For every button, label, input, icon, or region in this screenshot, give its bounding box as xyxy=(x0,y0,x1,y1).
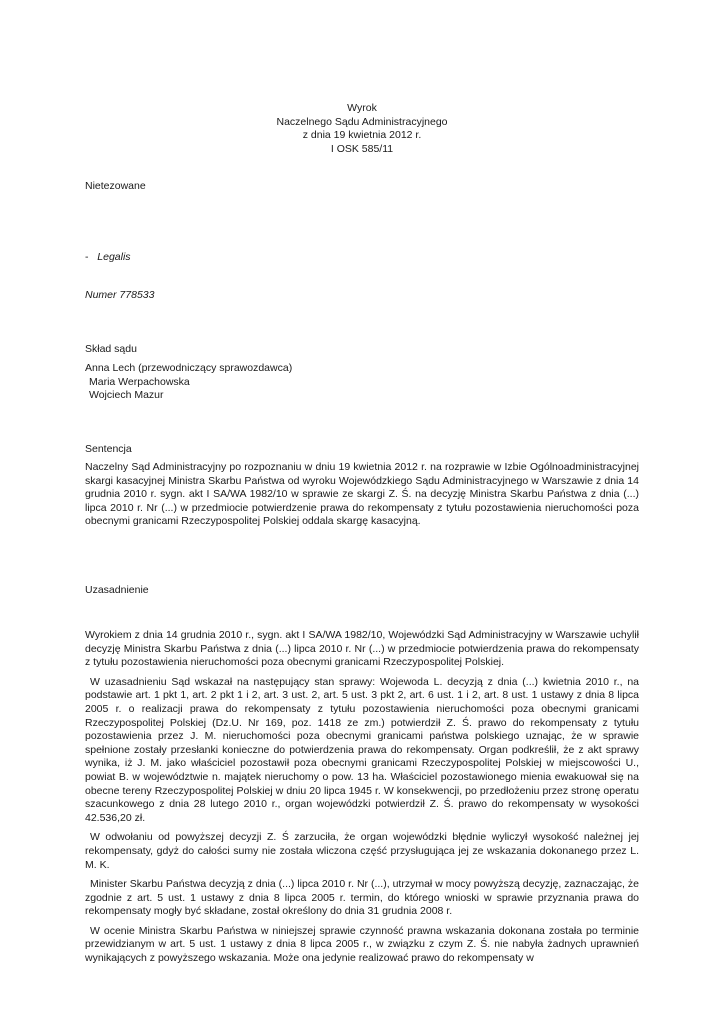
source-dash: - xyxy=(85,251,89,263)
uzasadnienie-paragraph: W odwołaniu od powyższej decyzji Z. Ś zarzuciła, że organ wojewódzki błędnie wyliczył wysokość należnej jej rekompensaty, gdyż do całości sumy nie została wliczona część przysługująca jej ze wskazania dokonanego przez L. M. K. xyxy=(85,831,639,871)
court-member: Wojciech Mazur xyxy=(89,389,164,402)
sentencja-heading: Sentencja xyxy=(85,443,132,455)
document-header xyxy=(85,102,639,156)
uzasadnienie-paragraph: W ocenie Ministra Skarbu Państwa w niniejszej sprawie czynność prawna wskazania dokonana została po terminie przewidzianym w art. 5 ust. 1 ustawy z dnia 8 lipca 2005 r., w związku z czym Z. Ś. nie nabyła żadnych uprawnień wynikających z powyższego wskazania. Może ona jedynie realizować prawo do rekompensaty w xyxy=(85,924,639,965)
document-number: Numer 778533 xyxy=(85,289,155,301)
uzasadnienie-body xyxy=(85,629,639,966)
uzasadnienie-paragraph: Minister Skarbu Państwa decyzją z dnia (...) lipca 2010 r. Nr (...), utrzymał w mocy powyższą decyzję, zaznaczając, że zgodnie z art. 5 ust. 1 ustawy z dnia 8 lipca 2005 r. termin, do którego wnioski w sprawie przyznania prawa do rekompensaty mogły być składane, został określony do dnia 31 grudnia 2008 r. xyxy=(85,878,639,918)
source-name: Legalis xyxy=(97,251,131,263)
court-heading: Skład sądu xyxy=(85,343,137,355)
header-date: z dnia 19 kwietnia 2012 r. xyxy=(302,129,422,142)
uzasadnienie-paragraph: W uzasadnieniu Sąd wskazał na następujący stan sprawy: Wojewoda L. decyzją z dnia (...) kwietnia 2010 r., na podstawie art. 1 pkt 1, art. 2 pkt 1 i 2, art. 3 ust. 2, art. 5 ust. 3 pkt 2, art. 6 ust. 1 i 2, art. 8 ust. 1 ustawy z dnia 8 lipca 2005 r. o realizacji prawa do rekompensaty z tytułu pozostawienia nieruchomości poza obecnymi granicami Rzeczypospolitej Polskiej (Dz.U. Nr 169, poz. 1418 ze zm.) potwierdził Z. Ś. prawo do rekompensaty z tytułu pozostawienia przez J. M. nieruchomości poza obecnymi granicami państwa polskiego uznając, że w sprawie spełnione zostały przesłanki konieczne do potwierdzenia prawa do rekompensaty. Organ podkreślił, że z akt sprawy wynika, iż J. M. jako właściciel pozostawił poza obecnymi granicami Rzeczypospolitej Polskiej w miejscowości U., powiat B. w województwie n. majątek nieruchomy o pow. 13 ha. Właściciel pozostawionego mienia ewakuował się na obecne tereny Rzeczypospolitej Polskiej w dniu 20 lipca 1945 r. W konsekwencji, po przedłożeniu przez stronę operatu szacunkowego z dnia 28 lutego 2010 r., organ wojewódzki potwierdził Z. Ś. prawo do rekompensaty w wysokości 42.536,20 zł. xyxy=(85,675,639,824)
uzasadnienie-paragraph: Wyrokiem z dnia 14 grudnia 2010 r., sygn. akt I SA/WA 1982/10, Wojewódzki Sąd Administracyjny w Warszawie uchylił decyzję Ministra Skarbu Państwa z dnia (...) lipca 2010 r. Nr (...) w przedmiocie potwierdzenia prawa do rekompensaty z tytułu pozostawienia nieruchomości poza obecnymi granicami Rzeczypospolitej Polskiej. xyxy=(85,629,639,669)
sentencja-text: Naczelny Sąd Administracyjny po rozpoznaniu w dniu 19 kwietnia 2012 r. na rozprawie w Izbie Ogólnoadministracyjnej skargi kasacyjnej Ministra Skarbu Państwa od wyroku Wojewódzkiego Sądu Administracyjnego w Warszawie z dnia 14 grudnia 2010 r. sygn. akt I SA/WA 1982/10 w sprawie ze skargi Z. Ś. na decyzję Ministra Skarbu Państwa z dnia (...) lipca 2010 r. Nr (...) w przedmiocie potwierdzenie prawa do rekompensaty z tytułu pozostawienia nieruchomości poza obecnymi granicami Rzeczypospolitej Polskiej oddala skargę kasacyjną. xyxy=(85,461,639,528)
court-members xyxy=(85,362,639,403)
header-title: Wyrok xyxy=(347,102,377,114)
uzasadnienie-heading: Uzasadnienie xyxy=(85,584,149,596)
court-member: Maria Werpachowska xyxy=(89,375,190,388)
header-case-number: I OSK 585/11 xyxy=(330,142,394,155)
header-court: Naczelnego Sądu Administracyjnego xyxy=(276,115,448,128)
source-line xyxy=(85,251,639,265)
status-label: Nietezowane xyxy=(85,180,146,192)
court-member: Anna Lech (przewodniczący sprawozdawca) xyxy=(85,362,293,374)
